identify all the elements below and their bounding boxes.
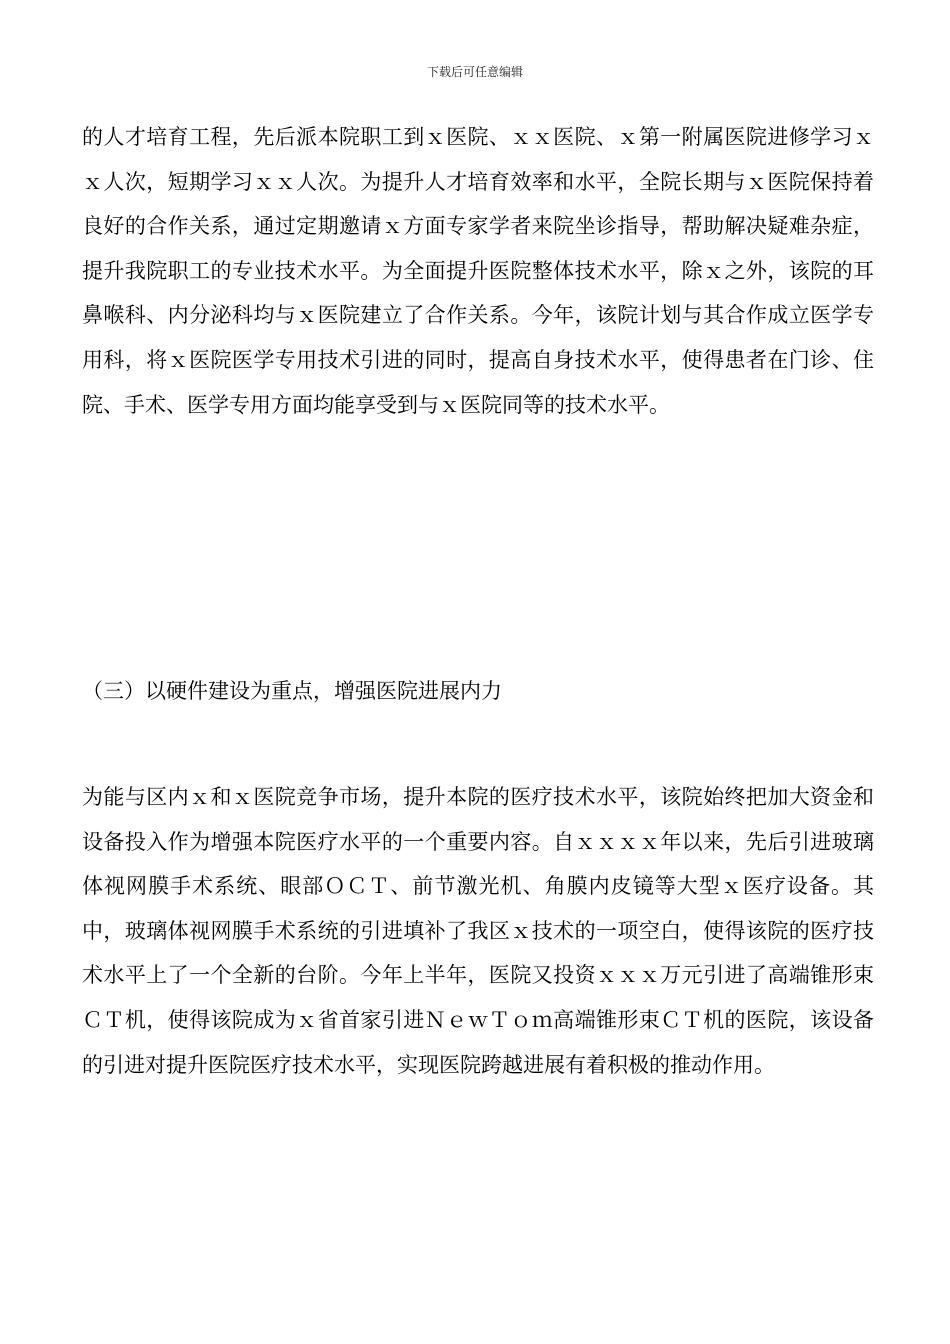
paragraph-block-2: [82, 775, 874, 1087]
body-paragraph: 为能与区内ｘ和ｘ医院竞争市场，提升本院的医疗技术水平，该院始终把加大资金和设备投入作为增强本院医疗水平的一个重要内容。自ｘｘｘｘ年以来，先后引进玻璃体视网膜手术系统、眼部ＯＣＴ、前节激光机、角膜内皮镜等大型ｘ医疗设备。其中，玻璃体视网膜手术系统的引进填补了我区ｘ技术的一项空白，使得该院的医疗技术水平上了一个全新的台阶。今年上半年，医院又投资ｘｘｘ万元引进了高端锥形束ＣＴ机，使得该院成为ｘ省首家引进ＮｅｗＴｏｍ高端锥形束ＣＴ机的医院，该设备的引进对提升医院医疗技术水平，实现医院跨越进展有着积极的推动作用。: [82, 785, 874, 1077]
page-header: 下载后可任意编辑: [426, 65, 523, 79]
section-heading-block: [82, 671, 874, 711]
body-paragraph: 的人才培育工程，先后派本院职工到ｘ医院、ｘｘ医院、ｘ第一附属医院进修学习ｘｘ人次，短期学习ｘｘ人次。为提升人才培育效率和水平，全院长期与ｘ医院保持着良好的合作关系，通过定期邀请ｘ方面专家学者来院坐诊指导，帮助解决疑难杂症，提升我院职工的专业技术水平。为全面提升医院整体技术水平，除ｘ之外，该院的耳鼻喉科、内分泌科均与ｘ医院建立了合作关系。今年，该院计划与其合作成立医学专用科，将ｘ医院医学专用技术引进的同时，提高自身技术水平，使得患者在门诊、住院、手术、医学专用方面均能享受到与ｘ医院同等的技术水平。: [82, 125, 874, 417]
section-heading: （三）以硬件建设为重点，增强医院进展内力: [82, 679, 502, 703]
paragraph-block-1: [82, 115, 874, 427]
